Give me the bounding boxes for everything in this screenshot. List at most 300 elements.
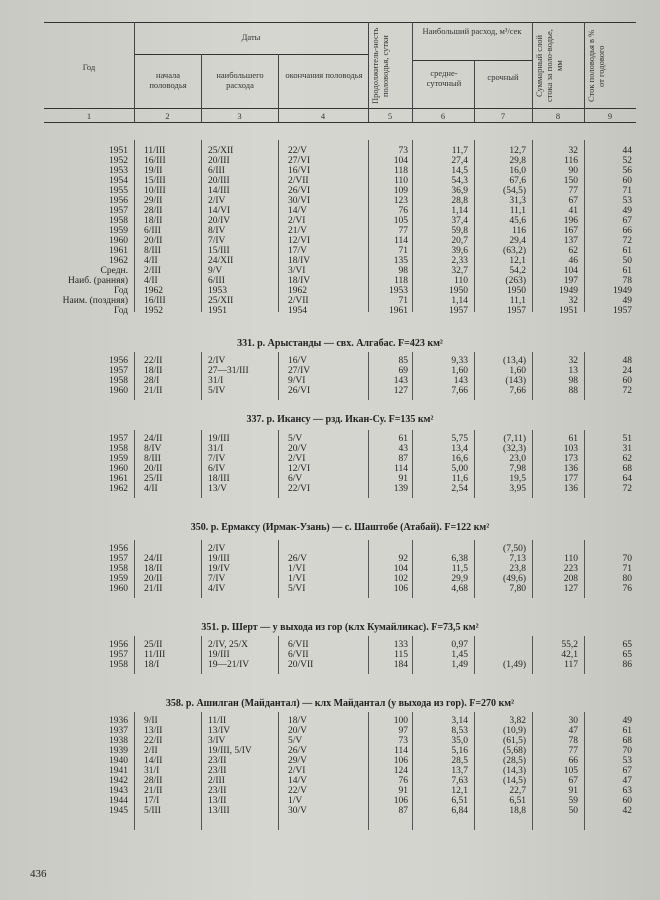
table-cell: 13/IV [208,726,231,736]
table-cell: 1939 [109,746,128,756]
table-cell: 67,6 [509,176,526,186]
table-cell: 106 [393,796,408,806]
table-cell: 19/II [144,166,163,176]
table-cell: 1936 [109,716,128,726]
table-cell: 77 [568,746,578,756]
table-cell: Наим. (поздняя) [62,296,128,306]
table-cell: 110 [564,554,578,564]
table-row [44,166,636,176]
table-cell: 92 [398,554,408,564]
table-row [44,564,636,574]
table-cell: (54,5) [503,186,526,196]
table-cell: 2/III [208,776,225,786]
table-row [44,746,636,756]
table-cell: 18/III [208,474,230,484]
table-cell: Средн. [100,266,128,276]
table-cell: 15/III [208,246,230,256]
table-cell: 5,75 [451,434,468,444]
table-cell: 1957 [109,366,128,376]
table-cell: 2/VII [288,176,309,186]
table-cell: 56 [622,166,632,176]
table-cell: 7/IV [208,574,226,584]
table-cell: 7,13 [509,554,526,564]
table-row [44,276,636,286]
table-cell: 21/V [288,226,307,236]
table-cell: 16/VI [288,166,311,176]
table-cell: 54,2 [509,266,526,276]
table-cell: 60 [622,176,632,186]
table-cell: 6/IV [208,464,226,474]
table-cell: (13,4) [503,356,526,366]
table-cell: 7,66 [451,386,468,396]
table-cell: 13 [568,366,578,376]
table-cell: 5/VI [288,584,306,594]
table-row [44,186,636,196]
table-cell: 76 [398,206,408,216]
table-cell: 70 [622,746,632,756]
table-cell: 22/V [288,146,307,156]
table-cell: 1940 [109,756,128,766]
table-cell: 8/IV [208,226,226,236]
table-cell: 2/IV [208,544,226,554]
table-cell: 136 [563,484,578,494]
table-cell: 13/II [144,726,163,736]
table-cell: 25/II [144,474,163,484]
table-cell: 61 [568,434,578,444]
table-cell: 11/III [144,650,166,660]
table-cell: 11,7 [451,146,468,156]
table-cell: 28/I [144,376,160,386]
table-cell: 3/VI [288,266,306,276]
table-cell: 19/IV [208,564,231,574]
table-cell: 105 [393,216,408,226]
table-cell: 4,68 [451,584,468,594]
table-cell: (7,50) [503,544,526,554]
table-cell: 27/VI [288,156,311,166]
table-cell: 71 [622,186,632,196]
table-cell: 5,16 [451,746,468,756]
table-cell: 208 [563,574,578,584]
table-cell: 73 [398,146,408,156]
table-cell: 61 [398,434,408,444]
table-cell: 1958 [109,216,128,226]
table-cell: 50 [622,256,632,266]
table-cell: 11,1 [509,296,526,306]
table-cell: 91 [398,786,408,796]
table-cell: 223 [563,564,578,574]
table-cell: 61 [622,266,632,276]
table-cell: (7,11) [503,434,526,444]
table-cell: 26/V [288,746,307,756]
table-cell: 127 [563,584,578,594]
table-cell: 78 [568,736,578,746]
table-row [44,156,636,166]
table-cell: 1959 [109,454,128,464]
table-cell: 1961 [109,246,128,256]
table-cell: 1951 [208,306,227,316]
table-cell: 85 [398,356,408,366]
table-row [44,554,636,564]
section-title: 331. р. Арыстанды — свх. Алгабас. F=423 км² [237,338,443,349]
table-cell: 196 [563,216,578,226]
table-cell: 68 [622,464,632,474]
table-cell: 22/VI [288,484,311,494]
table-cell: 6/VII [288,650,309,660]
table-cell: 3,14 [451,716,468,726]
table-cell: 14/V [288,206,307,216]
table-cell: 1,14 [451,296,468,306]
table-cell: 2/VI [288,454,306,464]
table-cell: 1949 [559,286,578,296]
table-cell: 173 [563,454,578,464]
table-cell: 115 [394,650,408,660]
col-year-header: Год [82,62,96,72]
table-cell: 52 [622,156,632,166]
table-cell: 8/IV [144,444,162,454]
table-cell: 32,7 [451,266,468,276]
table-cell: 9/VI [288,376,306,386]
table-cell: 1/V [288,796,303,806]
table-cell: 17/V [288,246,307,256]
table-cell: 80 [622,574,632,584]
table-cell: 71 [398,296,408,306]
col-num: 1 [86,111,92,121]
table-row [44,786,636,796]
table-row [44,206,636,216]
table-cell: 1958 [109,564,128,574]
table-cell: 6/III [208,166,225,176]
table-cell: 42,1 [561,650,578,660]
table-cell: 139 [393,484,408,494]
table-cell: 76 [398,776,408,786]
section-title: 358. р. Ашилган (Майдантал) — клх Майдантал (у выхода из гор). F=270 км² [165,698,515,709]
table-cell: 11/III [144,146,166,156]
table-cell: 22/II [144,356,163,366]
table-cell: 5/IV [208,386,226,396]
table-cell: 71 [398,246,408,256]
table-row [44,146,636,156]
table-cell: 2/IV [208,356,226,366]
table-cell: 4/II [144,276,158,286]
table-cell: 22,7 [509,786,526,796]
table-cell: (63,2) [503,246,526,256]
table-cell: 51 [622,434,632,444]
col-num: 4 [320,111,326,121]
table-cell: 28/II [144,206,163,216]
table-cell: 15/III [144,176,166,186]
table-cell: 14/II [144,756,163,766]
col-max-flow-header: Наибольший расход, м³/сек [422,26,522,36]
table-cell: 0,97 [451,640,468,650]
table-cell: 2,33 [451,256,468,266]
table-cell: 14/VI [208,206,231,216]
table-cell: 16/III [144,296,166,306]
table-cell: 61 [622,726,632,736]
table-cell: 1941 [109,766,128,776]
table-row [44,716,636,726]
table-cell: 91 [568,786,578,796]
table-cell: 104 [393,564,408,574]
table-cell: 19,5 [509,474,526,484]
table-cell: (14,5) [503,776,526,786]
table-cell: 32 [568,356,578,366]
table-cell: 30/VI [288,196,311,206]
table-cell: 13,7 [451,766,468,776]
table-row [44,464,636,474]
table-cell: 31 [622,444,632,454]
table-cell: 67 [622,216,632,226]
table-row [44,366,636,376]
table-cell: 11/II [208,716,227,726]
table-cell: 7/IV [208,236,226,246]
table-cell: 6/III [208,276,225,286]
table-cell: 102 [393,574,408,584]
table-cell: 31/I [144,766,160,776]
table-cell: 20/VII [288,660,314,670]
table-cell: 21/II [144,584,163,594]
table-cell: 23/II [208,786,227,796]
table-cell: 1958 [109,660,128,670]
table-cell: 71 [622,564,632,574]
table-cell: 13/III [208,806,230,816]
table-cell: 37,4 [451,216,468,226]
table-cell: 30/V [288,806,307,816]
table-row [44,356,636,366]
table-cell: 1951 [109,146,128,156]
table-cell: 5/V [288,736,303,746]
table-cell: 104 [393,156,408,166]
table-cell: 22/II [144,736,163,746]
table-cell: 19/III [208,434,230,444]
table-cell: 18/I [144,660,160,670]
table-cell: 116 [512,226,526,236]
col-dates-header: Даты [241,32,261,42]
table-cell: 69 [398,366,408,376]
table-cell: 25/II [144,640,163,650]
table-cell: 135 [393,256,408,266]
table-cell: (61,5) [503,736,526,746]
col-num: 8 [555,111,561,121]
table-cell: 98 [568,376,578,386]
table-cell: 1962 [288,286,307,296]
table-cell: 20/IV [208,216,231,226]
table-cell: 29,9 [451,574,468,584]
table-cell: 67 [622,766,632,776]
table-cell: 4/II [144,256,158,266]
table-cell: 106 [393,584,408,594]
table-row [44,584,636,594]
table-cell: 24/XII [208,256,234,266]
table-cell: 1957 [109,434,128,444]
table-cell: 49 [622,206,632,216]
table-cell: 1937 [109,726,128,736]
table-cell: 23/II [208,756,227,766]
table-cell: 9/II [144,716,158,726]
table-cell: 55,2 [561,640,578,650]
col-peak-date-header: наибольшего расхода [216,70,264,90]
table-cell: 87 [398,454,408,464]
table-cell: 65 [622,650,632,660]
table-cell: 116 [564,156,578,166]
table-cell: 4/II [144,484,158,494]
table-cell: 20,7 [451,236,468,246]
table-cell: 1958 [109,444,128,454]
table-cell: 1958 [109,376,128,386]
table-cell: 18/II [144,564,163,574]
col-num: 9 [607,111,613,121]
table-cell: 18/IV [288,256,311,266]
table-cell: 7,80 [509,584,526,594]
table-cell: 7,63 [451,776,468,786]
table-cell: 6/III [144,226,161,236]
table-cell: 91 [398,474,408,484]
table-cell: 5,00 [451,464,468,474]
table-cell: 59 [568,796,578,806]
table-cell: 16,0 [509,166,526,176]
table-cell: 118 [394,166,408,176]
table-cell: 1950 [507,286,526,296]
table-cell: 104 [563,266,578,276]
table-cell: 2/VI [288,216,306,226]
table-cell: 29,8 [509,156,526,166]
table-cell: 1/VI [288,564,306,574]
table-cell: 72 [622,484,632,494]
table-cell: 48 [622,356,632,366]
table-cell: Наиб. (ранняя) [68,276,128,286]
col-runoff-header: Суммарный слой стока за поло-водье, мм [534,29,564,103]
table-row [44,434,636,444]
col-num: 7 [500,111,506,121]
table-cell: Год [114,286,128,296]
table-cell: 100 [393,716,408,726]
table-cell: 13,4 [451,444,468,454]
table-cell: 1/VI [288,574,306,584]
table-cell: 2/III [144,266,161,276]
table-cell: 7/IV [208,454,226,464]
table-row [44,776,636,786]
table-cell: 12,1 [509,256,526,266]
table-cell: 32 [568,296,578,306]
table-row [44,296,636,306]
table-cell: 87 [398,806,408,816]
col-num: 6 [440,111,446,121]
table-cell: 1,14 [451,206,468,216]
table-cell: 24 [622,366,632,376]
table-cell: 61 [622,246,632,256]
table-cell: 9/V [208,266,223,276]
table-cell: 29/II [144,196,163,206]
table-cell: 14,5 [451,166,468,176]
table-cell: 90 [568,166,578,176]
table-cell: 10/III [144,186,166,196]
table-cell: 77 [398,226,408,236]
table-cell: 47 [622,776,632,786]
table-cell: 8,53 [451,726,468,736]
col-num: 5 [387,111,393,121]
table-cell: (263) [505,276,526,286]
col-instant-header: срочный [487,72,519,82]
table-cell: 28,5 [451,756,468,766]
table-cell: 1959 [109,574,128,584]
table-cell: 1,45 [451,650,468,660]
col-daily-mean-header: средне-суточный [426,68,462,88]
table-cell: 29,4 [509,236,526,246]
table-cell: 12,1 [451,786,468,796]
table-cell: 8/III [144,454,161,464]
table-cell: Год [114,306,128,316]
table-cell: 6/VII [288,640,309,650]
table-row [44,266,636,276]
table-cell: (1,49) [503,660,526,670]
table-cell: 1957 [109,206,128,216]
table-cell: 177 [563,474,578,484]
table-cell: (14,3) [503,766,526,776]
table-cell: 110 [394,176,408,186]
table-cell: 106 [393,756,408,766]
table-cell: 60 [622,376,632,386]
table-cell: 1952 [144,306,163,316]
table-row [44,376,636,386]
table-cell: 18/II [144,366,163,376]
table-cell: 3,82 [509,716,526,726]
table-cell: 72 [622,386,632,396]
page-number: 436 [30,868,47,880]
table-cell: 1957 [449,306,468,316]
col-num: 3 [237,111,242,121]
col-start-header: начала половодья [149,70,187,90]
table-cell: 103 [563,444,578,454]
table-cell: 78 [622,276,632,286]
table-cell: 65 [622,640,632,650]
table-cell: 45,6 [509,216,526,226]
table-cell: 1957 [507,306,526,316]
table-cell: 1961 [109,474,128,484]
table-cell: 105 [563,766,578,776]
table-cell: 28,8 [451,196,468,206]
table-cell: 1949 [613,286,632,296]
table-cell: 1957 [613,306,632,316]
table-row [44,444,636,454]
table-cell: 1950 [449,286,468,296]
table-cell: 1953 [389,286,408,296]
table-cell: 123 [393,196,408,206]
table-cell: 1956 [109,196,128,206]
table-row [44,544,636,554]
table-cell: 1960 [109,464,128,474]
table-cell: 20/V [288,726,307,736]
section-title: 337. р. Икансу — рзд. Икан-Су. F=135 км² [246,414,434,425]
table-cell: 1961 [389,306,408,316]
table-cell: 13/II [208,796,227,806]
table-cell: 42 [622,806,632,816]
table-cell: 1943 [109,786,128,796]
table-cell: 77 [568,186,578,196]
table-cell: (5,68) [503,746,526,756]
table-cell: 16,6 [451,454,468,464]
table-cell: 66 [622,226,632,236]
table-cell: 133 [393,640,408,650]
table-cell: 67 [568,196,578,206]
table-row [44,756,636,766]
table-cell: 2/VII [288,296,309,306]
table-row [44,216,636,226]
table-cell: 22/V [288,786,307,796]
table-cell: 24/II [144,554,163,564]
table-row [44,474,636,484]
table-cell: 59,8 [451,226,468,236]
table-cell: 20/II [144,464,163,474]
table-cell: 1960 [109,386,128,396]
